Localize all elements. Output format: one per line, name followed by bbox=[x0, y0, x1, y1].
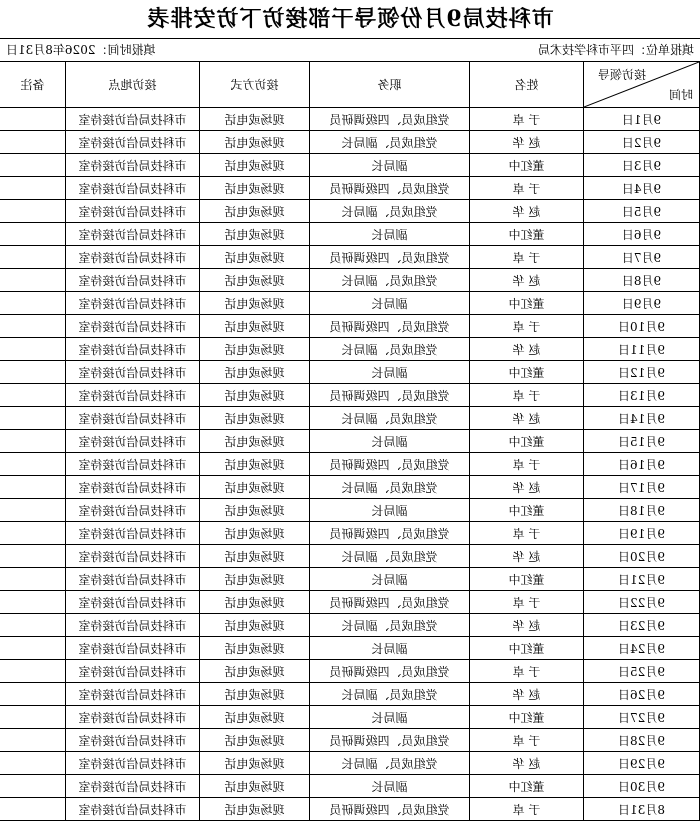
table-row bbox=[0, 292, 700, 315]
header-leader-time bbox=[584, 62, 700, 108]
position-cell: 党组成员、四级调研员 bbox=[310, 591, 470, 614]
mode-cell: 现场或电话 bbox=[200, 706, 310, 729]
table-row bbox=[0, 338, 700, 361]
name-cell: 赵 华 bbox=[470, 683, 584, 706]
remark-cell bbox=[0, 200, 66, 223]
name-cell: 董红中 bbox=[470, 361, 584, 384]
header-place: 接访地点 bbox=[66, 62, 200, 108]
date-cell: 9月10日 bbox=[584, 315, 700, 338]
position-cell: 副局长 bbox=[310, 706, 470, 729]
date-cell: 9月7日 bbox=[584, 246, 700, 269]
mode-cell: 现场或电话 bbox=[200, 384, 310, 407]
date-cell: 9月27日 bbox=[584, 706, 700, 729]
remark-cell bbox=[0, 568, 66, 591]
date-cell: 9月11日 bbox=[584, 338, 700, 361]
place-cell: 市科技局信访接待室 bbox=[66, 614, 200, 637]
name-cell: 赵 华 bbox=[470, 338, 584, 361]
table-row bbox=[0, 200, 700, 223]
position-cell: 党组成员、四级调研员 bbox=[310, 246, 470, 269]
table-row bbox=[0, 269, 700, 292]
header-row bbox=[0, 62, 700, 108]
date-cell: 9月1日 bbox=[584, 108, 700, 131]
name-cell: 董红中 bbox=[470, 775, 584, 798]
name-cell: 于 卓 bbox=[470, 798, 584, 821]
remark-cell bbox=[0, 683, 66, 706]
date-label: 填报时间：2026年8月31日 bbox=[6, 43, 156, 57]
date-cell: 8月31日 bbox=[584, 798, 700, 821]
mode-cell: 现场或电话 bbox=[200, 430, 310, 453]
name-cell: 董红中 bbox=[470, 568, 584, 591]
name-cell: 董红中 bbox=[470, 637, 584, 660]
table-row bbox=[0, 752, 700, 775]
header-remark: 备注 bbox=[0, 62, 66, 108]
table-row bbox=[0, 246, 700, 269]
table-row bbox=[0, 361, 700, 384]
remark-cell bbox=[0, 729, 66, 752]
name-cell: 于 卓 bbox=[470, 453, 584, 476]
place-cell: 市科技局信访接待室 bbox=[66, 591, 200, 614]
name-cell: 于 卓 bbox=[470, 315, 584, 338]
name-cell: 赵 华 bbox=[470, 545, 584, 568]
position-cell: 副局长 bbox=[310, 568, 470, 591]
position-cell: 党组成员、副局长 bbox=[310, 683, 470, 706]
date-cell: 9月15日 bbox=[584, 430, 700, 453]
table-row bbox=[0, 499, 700, 522]
place-cell: 市科技局信访接待室 bbox=[66, 338, 200, 361]
position-cell: 副局长 bbox=[310, 430, 470, 453]
remark-cell bbox=[0, 637, 66, 660]
remark-cell bbox=[0, 407, 66, 430]
unit-label: 填报单位：四平市科学技术局 bbox=[537, 43, 694, 57]
date-cell: 9月21日 bbox=[584, 568, 700, 591]
date-cell: 9月18日 bbox=[584, 499, 700, 522]
date-cell: 9月22日 bbox=[584, 591, 700, 614]
date-cell: 9月13日 bbox=[584, 384, 700, 407]
place-cell: 市科技局信访接待室 bbox=[66, 476, 200, 499]
date-cell: 9月29日 bbox=[584, 752, 700, 775]
name-cell: 赵 华 bbox=[470, 752, 584, 775]
place-cell: 市科技局信访接待室 bbox=[66, 637, 200, 660]
date-cell: 9月19日 bbox=[584, 522, 700, 545]
place-cell: 市科技局信访接待室 bbox=[66, 407, 200, 430]
position-cell: 党组成员、四级调研员 bbox=[310, 177, 470, 200]
mode-cell: 现场或电话 bbox=[200, 476, 310, 499]
mode-cell: 现场或电话 bbox=[200, 223, 310, 246]
remark-cell bbox=[0, 154, 66, 177]
place-cell: 市科技局信访接待室 bbox=[66, 775, 200, 798]
mode-cell: 现场或电话 bbox=[200, 338, 310, 361]
position-cell: 副局长 bbox=[310, 775, 470, 798]
table-row bbox=[0, 315, 700, 338]
table-row bbox=[0, 476, 700, 499]
mode-cell: 现场或电话 bbox=[200, 246, 310, 269]
position-cell: 党组成员、四级调研员 bbox=[310, 384, 470, 407]
mode-cell: 现场或电话 bbox=[200, 729, 310, 752]
page-title: 市科技局9月份领导干部接访下访安排表 bbox=[146, 6, 554, 32]
remark-cell bbox=[0, 223, 66, 246]
name-cell: 董红中 bbox=[470, 154, 584, 177]
remark-cell bbox=[0, 545, 66, 568]
place-cell: 市科技局信访接待室 bbox=[66, 798, 200, 821]
position-cell: 党组成员、四级调研员 bbox=[310, 108, 470, 131]
place-cell: 市科技局信访接待室 bbox=[66, 683, 200, 706]
position-cell: 党组成员、四级调研员 bbox=[310, 660, 470, 683]
name-cell: 于 卓 bbox=[470, 522, 584, 545]
name-cell: 董红中 bbox=[470, 430, 584, 453]
name-cell: 于 卓 bbox=[470, 108, 584, 131]
remark-cell bbox=[0, 453, 66, 476]
remark-cell bbox=[0, 775, 66, 798]
name-cell: 董红中 bbox=[470, 223, 584, 246]
name-cell: 赵 华 bbox=[470, 476, 584, 499]
name-cell: 赵 华 bbox=[470, 200, 584, 223]
place-cell: 市科技局信访接待室 bbox=[66, 223, 200, 246]
table-row bbox=[0, 430, 700, 453]
remark-cell bbox=[0, 108, 66, 131]
mode-cell: 现场或电话 bbox=[200, 269, 310, 292]
place-cell: 市科技局信访接待室 bbox=[66, 131, 200, 154]
name-cell: 董红中 bbox=[470, 706, 584, 729]
position-cell: 党组成员、四级调研员 bbox=[310, 315, 470, 338]
table-row bbox=[0, 177, 700, 200]
remark-cell bbox=[0, 246, 66, 269]
mode-cell: 现场或电话 bbox=[200, 154, 310, 177]
mode-cell: 现场或电话 bbox=[200, 568, 310, 591]
place-cell: 市科技局信访接待室 bbox=[66, 292, 200, 315]
name-cell: 董红中 bbox=[470, 292, 584, 315]
name-cell: 于 卓 bbox=[470, 660, 584, 683]
remark-cell bbox=[0, 499, 66, 522]
table-row bbox=[0, 614, 700, 637]
table-row bbox=[0, 131, 700, 154]
place-cell: 市科技局信访接待室 bbox=[66, 361, 200, 384]
mode-cell: 现场或电话 bbox=[200, 108, 310, 131]
name-cell: 赵 华 bbox=[470, 407, 584, 430]
mode-cell: 现场或电话 bbox=[200, 177, 310, 200]
name-cell: 赵 华 bbox=[470, 269, 584, 292]
place-cell: 市科技局信访接待室 bbox=[66, 729, 200, 752]
table-body bbox=[0, 108, 700, 821]
mode-cell: 现场或电话 bbox=[200, 591, 310, 614]
table-row bbox=[0, 154, 700, 177]
header-name: 姓名 bbox=[470, 62, 584, 108]
place-cell: 市科技局信访接待室 bbox=[66, 246, 200, 269]
place-cell: 市科技局信访接待室 bbox=[66, 315, 200, 338]
position-cell: 党组成员、四级调研员 bbox=[310, 729, 470, 752]
mode-cell: 现场或电话 bbox=[200, 499, 310, 522]
position-cell: 党组成员、四级调研员 bbox=[310, 798, 470, 821]
header-leader: 接访领导 bbox=[598, 68, 647, 82]
table-row bbox=[0, 384, 700, 407]
mode-cell: 现场或电话 bbox=[200, 637, 310, 660]
position-cell: 党组成员、副局长 bbox=[310, 269, 470, 292]
table-row bbox=[0, 775, 700, 798]
date-cell: 9月6日 bbox=[584, 223, 700, 246]
place-cell: 市科技局信访接待室 bbox=[66, 200, 200, 223]
date-cell: 9月25日 bbox=[584, 660, 700, 683]
position-cell: 副局长 bbox=[310, 637, 470, 660]
place-cell: 市科技局信访接待室 bbox=[66, 706, 200, 729]
date-cell: 9月5日 bbox=[584, 200, 700, 223]
table-row bbox=[0, 729, 700, 752]
header-mode: 接访方式 bbox=[200, 62, 310, 108]
remark-cell bbox=[0, 614, 66, 637]
schedule-table bbox=[0, 61, 700, 821]
table-row bbox=[0, 637, 700, 660]
remark-cell bbox=[0, 269, 66, 292]
position-cell: 副局长 bbox=[310, 499, 470, 522]
position-cell: 党组成员、副局长 bbox=[310, 614, 470, 637]
date-cell: 9月16日 bbox=[584, 453, 700, 476]
position-cell: 党组成员、副局长 bbox=[310, 407, 470, 430]
position-cell: 副局长 bbox=[310, 361, 470, 384]
name-cell: 赵 华 bbox=[470, 131, 584, 154]
position-cell: 副局长 bbox=[310, 223, 470, 246]
mode-cell: 现场或电话 bbox=[200, 683, 310, 706]
mode-cell: 现场或电话 bbox=[200, 614, 310, 637]
name-cell: 于 卓 bbox=[470, 177, 584, 200]
place-cell: 市科技局信访接待室 bbox=[66, 545, 200, 568]
table-row bbox=[0, 453, 700, 476]
remark-cell bbox=[0, 361, 66, 384]
table-row bbox=[0, 591, 700, 614]
remark-cell bbox=[0, 430, 66, 453]
mode-cell: 现场或电话 bbox=[200, 775, 310, 798]
position-cell: 党组成员、副局长 bbox=[310, 200, 470, 223]
table-row bbox=[0, 407, 700, 430]
place-cell: 市科技局信访接待室 bbox=[66, 522, 200, 545]
position-cell: 党组成员、副局长 bbox=[310, 131, 470, 154]
table-row bbox=[0, 108, 700, 131]
remark-cell bbox=[0, 522, 66, 545]
mode-cell: 现场或电话 bbox=[200, 292, 310, 315]
position-cell: 副局长 bbox=[310, 154, 470, 177]
place-cell: 市科技局信访接待室 bbox=[66, 752, 200, 775]
place-cell: 市科技局信访接待室 bbox=[66, 108, 200, 131]
name-cell: 董红中 bbox=[470, 499, 584, 522]
table-row bbox=[0, 223, 700, 246]
mode-cell: 现场或电话 bbox=[200, 798, 310, 821]
table-row bbox=[0, 798, 700, 821]
remark-cell bbox=[0, 338, 66, 361]
place-cell: 市科技局信访接待室 bbox=[66, 660, 200, 683]
table-row bbox=[0, 568, 700, 591]
remark-cell bbox=[0, 384, 66, 407]
mode-cell: 现场或电话 bbox=[200, 315, 310, 338]
remark-cell bbox=[0, 131, 66, 154]
place-cell: 市科技局信访接待室 bbox=[66, 269, 200, 292]
remark-cell bbox=[0, 752, 66, 775]
remark-cell bbox=[0, 706, 66, 729]
header-position: 职务 bbox=[310, 62, 470, 108]
mode-cell: 现场或电话 bbox=[200, 545, 310, 568]
mode-cell: 现场或电话 bbox=[200, 361, 310, 384]
date-cell: 9月12日 bbox=[584, 361, 700, 384]
table-row bbox=[0, 660, 700, 683]
remark-cell bbox=[0, 660, 66, 683]
position-cell: 党组成员、副局长 bbox=[310, 476, 470, 499]
date-cell: 9月28日 bbox=[584, 729, 700, 752]
name-cell: 于 卓 bbox=[470, 246, 584, 269]
date-cell: 9月24日 bbox=[584, 637, 700, 660]
remark-cell bbox=[0, 591, 66, 614]
date-cell: 9月20日 bbox=[584, 545, 700, 568]
place-cell: 市科技局信访接待室 bbox=[66, 384, 200, 407]
date-cell: 9月17日 bbox=[584, 476, 700, 499]
remark-cell bbox=[0, 476, 66, 499]
place-cell: 市科技局信访接待室 bbox=[66, 499, 200, 522]
header-time: 时间 bbox=[668, 88, 693, 102]
mode-cell: 现场或电话 bbox=[200, 752, 310, 775]
position-cell: 党组成员、副局长 bbox=[310, 545, 470, 568]
remark-cell bbox=[0, 798, 66, 821]
name-cell: 于 卓 bbox=[470, 591, 584, 614]
remark-cell bbox=[0, 292, 66, 315]
position-cell: 党组成员、四级调研员 bbox=[310, 522, 470, 545]
table-row bbox=[0, 545, 700, 568]
position-cell: 党组成员、四级调研员 bbox=[310, 453, 470, 476]
date-cell: 9月9日 bbox=[584, 292, 700, 315]
meta-bar bbox=[0, 38, 700, 61]
table-row bbox=[0, 683, 700, 706]
mode-cell: 现场或电话 bbox=[200, 453, 310, 476]
date-cell: 9月26日 bbox=[584, 683, 700, 706]
mode-cell: 现场或电话 bbox=[200, 131, 310, 154]
mode-cell: 现场或电话 bbox=[200, 522, 310, 545]
date-cell: 9月8日 bbox=[584, 269, 700, 292]
position-cell: 党组成员、副局长 bbox=[310, 338, 470, 361]
position-cell: 党组成员、副局长 bbox=[310, 752, 470, 775]
table-row bbox=[0, 706, 700, 729]
date-cell: 9月3日 bbox=[584, 154, 700, 177]
date-cell: 9月23日 bbox=[584, 614, 700, 637]
name-cell: 赵 华 bbox=[470, 614, 584, 637]
name-cell: 于 卓 bbox=[470, 384, 584, 407]
position-cell: 副局长 bbox=[310, 292, 470, 315]
mode-cell: 现场或电话 bbox=[200, 200, 310, 223]
date-cell: 9月4日 bbox=[584, 177, 700, 200]
place-cell: 市科技局信访接待室 bbox=[66, 453, 200, 476]
date-cell: 9月30日 bbox=[584, 775, 700, 798]
place-cell: 市科技局信访接待室 bbox=[66, 177, 200, 200]
mode-cell: 现场或电话 bbox=[200, 660, 310, 683]
mode-cell: 现场或电话 bbox=[200, 407, 310, 430]
remark-cell bbox=[0, 177, 66, 200]
place-cell: 市科技局信访接待室 bbox=[66, 568, 200, 591]
place-cell: 市科技局信访接待室 bbox=[66, 430, 200, 453]
place-cell: 市科技局信访接待室 bbox=[66, 154, 200, 177]
date-cell: 9月14日 bbox=[584, 407, 700, 430]
remark-cell bbox=[0, 315, 66, 338]
name-cell: 于 卓 bbox=[470, 729, 584, 752]
date-cell: 9月2日 bbox=[584, 131, 700, 154]
table-row bbox=[0, 522, 700, 545]
